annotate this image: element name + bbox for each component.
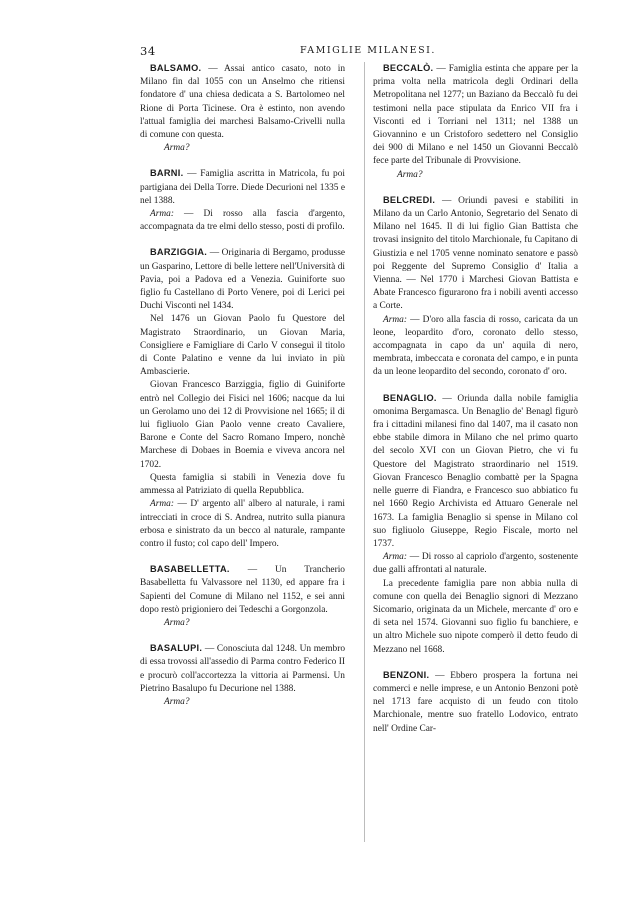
arma-label: Arma:: [383, 314, 407, 325]
family-entry: [140, 62, 345, 155]
arma-text: — Di rosso alla fascia d'argento, accompagnata da tre elmi dello stesso, posti di profilo.: [140, 209, 345, 233]
entry-text: — Famiglia ascritta in Matricola, fu poi partigiana dei Della Torre. Diede Decurioni nel 1335 e nel 1388.: [140, 169, 346, 206]
family-entry: [140, 246, 345, 551]
entry-paragraph: [140, 642, 345, 696]
entry-text: Questa famiglia si stabilì in Venezia dove fu ammessa al Patriziato di quella Repubblica.: [140, 472, 345, 497]
arma-label: Arma:: [150, 499, 174, 510]
family-name: BELCREDI.: [383, 194, 436, 205]
entry-paragraph: [373, 669, 578, 736]
entry-paragraph: [140, 563, 345, 617]
arma-paragraph: [373, 551, 578, 577]
entry-paragraph: [373, 392, 578, 551]
arma-unknown: Arma?: [397, 169, 423, 180]
entry-text: — Oriunda dalla nobile famiglia omonima Bergamasca. Un Benaglio de' Benagl figurò fra i cittadini milanesi fino dal 1407, ma il casato non ebbe stabile dimora in Milano che nel primo quarto del secolo XVI con un Giovan Pietro, che vi fu Questore del Magistrato straordinario nel 1519. Giovan Francesco Benaglio combattè per la Spagna nelle guerre di Fiandra, e Francesco suo abbiatico fu nel 1660 Regio Archivista ed Attuaro Generale nel 1673. La famiglia Benaglio si spense in Milano col suo figliuolo Giuseppe, Regio Fiscale, morto nel 1737.: [373, 393, 578, 549]
family-entry: [373, 62, 578, 182]
arma-label: Arma:: [383, 552, 407, 563]
family-entry: [373, 669, 578, 736]
entry-text: — Un Trancherio Basabelletta fu Valvassore nel 1130, ed appare fra i Sapienti del Comune di Milano nel 1152, e sei anni dopo restò prigioniero dei Tedeschi a Gorgonzola.: [140, 565, 345, 615]
arma-paragraph: [140, 208, 345, 234]
entry-text: — Originaria di Bergamo, produsse un Gasparino, Lettore di belle lettere nell'Università di Pavia, poi a Padova ed a Venezia. Guiniforte suo figlio fu Castellano di Porto Venere, poi di Lerici pei Duchi Visconti nel 1434.: [140, 248, 346, 312]
arma-text: — Di rosso al capriolo d'argento, sostenente due galli affrontati al naturale.: [373, 552, 579, 576]
arma-paragraph: [140, 498, 345, 551]
arma-text: — D' argento all' albero al naturale, i rami intrecciati in croce di S. Andrea, nutrito sulla pianura erbosa e sinistrato da un becco al naturale, rampante contro il fusto; col capo dell' Impero.: [140, 499, 346, 549]
entry-text: Nel 1476 un Giovan Paolo fu Questore del Magistrato Straordinario, un Giovan Maria, Consigliere e Famigliare di Carlo V conseguì il titolo di Conte Palatino e venne da lui inviato in più Ambascierie.: [140, 314, 345, 378]
column-divider: [364, 62, 365, 842]
arma-label: Arma:: [150, 209, 174, 220]
entry-text: — Oriundi pavesi e stabiliti in Milano da un Carlo Antonio, Segretario del Senato di Milano nel 1645. Il di lui figlio Gian Battista che trovasi insignito del titolo Marchionale, fu Capitano di Giustizia e nel 1705 venne nominato senatore e passò poi Reggente del Supremo Consiglio d' Italia a Vienna. — Nel 1770 i Marchesi Giovan Battista e Abate Francesco figurarono fra i nobili aventi accesso a Corte.: [373, 195, 579, 312]
family-name: BARZIGGIA.: [150, 247, 208, 258]
entry-text: — Assai antico casato, noto in Milano fin dal 1055 con un Anselmo che ritiensi fondatore d' una chiesa dedicata a S. Bartolomeo nel Rione di Porta Ticinese. Ora è estinto, non avendo l'attual famiglia dei marchesi Balsamo-Crivelli nulla di comune con questa.: [140, 64, 346, 141]
family-name: BALSAMO.: [150, 63, 202, 73]
page-number: 34: [140, 44, 156, 58]
family-name: BECCALÒ.: [383, 63, 434, 73]
arma-unknown: Arma?: [164, 143, 190, 154]
family-name: BENAGLIO.: [383, 392, 437, 403]
page-header: [140, 44, 560, 58]
family-entry: [373, 392, 578, 657]
entry-paragraph: [140, 379, 345, 471]
arma-paragraph: [373, 314, 578, 380]
entry-paragraph: [373, 194, 578, 314]
entry-paragraph: [373, 62, 578, 169]
entry-paragraph: La precedente famiglia pare non abbia nulla di comune con quella dei Benaglio signori di Mezzano Sicomario, originata da un Michele, mercante d' oro e di seta nel 1574. Giovanni suo figlio fu banchiere, e un altro Michele suo nipote comperò il detto feudo di Mezzano nel 1668.: [373, 578, 578, 655]
family-name: BENZONI.: [383, 669, 430, 680]
entry-text: — Conosciuta dal 1248. Un membro di essa trovossi all'assedio di Parma contro Federico II e procurò coll'accortezza la vittoria ai Parmensi. Un Pietrino Basalupo fu Decurione nel 1388.: [140, 644, 346, 694]
entry-paragraph: [140, 167, 345, 208]
entry-paragraph: [140, 246, 345, 313]
entry-paragraph: [140, 62, 345, 142]
entry-paragraph: [140, 472, 345, 498]
arma-unknown: Arma?: [164, 617, 190, 628]
family-entry: [373, 194, 578, 380]
family-entry: [140, 167, 345, 234]
family-entry: [140, 642, 345, 709]
entry-text: — Famiglia estinta che appare per la prima volta nella matricola degli Ordinari della Metropolitana nel 1277; un Baziano da Beccalò fu dei testimoni nella pace stipulata da Enrico VII fra i Visconti ed i Torriani nel 1311; nel 1388 un Giovannino e un Cristoforo sedettero nel Consiglio dei 900 di Milano e nel 1450 un Giovanni Beccalò fece parte del Tribunale di Provvisione.: [373, 64, 579, 167]
family-name: BASABELLETTA.: [150, 564, 230, 575]
family-name: BARNI.: [150, 168, 184, 179]
arma-unknown: Arma?: [164, 696, 190, 707]
running-title: FAMIGLIE MILANESI.: [300, 45, 436, 56]
family-name: BASALUPI.: [150, 643, 203, 654]
entry-text: — Ebbero prospera la fortuna nei commerci e nelle imprese, e un Antonio Benzoni potè nel 1713 fare acquisto di un feudo con titolo Marchionale, mentre suo fratello Lodovico, entrato nell' Ordine Car-: [373, 670, 578, 734]
entry-paragraph: [140, 313, 345, 379]
family-entry: [140, 563, 345, 630]
arma-text: — D'oro alla fascia di rosso, caricata da un leone, leopardito d'oro, coronato dello stesso, accompagnata in capo da un' aquila di nero, membrata, imbeccata e coronata del campo, e in punta da un leone leopardito del secondo, coronato d' oro.: [373, 314, 578, 378]
right-column: [373, 62, 578, 748]
entry-text: Giovan Francesco Barziggia, figlio di Guiniforte entrò nel Collegio dei Fisici nel 1606; nacque da lui un Gerolamo uno dei 12 di Provvisione nel 1665; il di lui figliuolo Gian Paolo venne creato Cavaliere, Barone e Conte del Sacro Romano Impero, nonchè Marchese di Dobaes in Boemia e viveva ancora nel 1702.: [140, 380, 345, 470]
left-column: [140, 62, 345, 721]
